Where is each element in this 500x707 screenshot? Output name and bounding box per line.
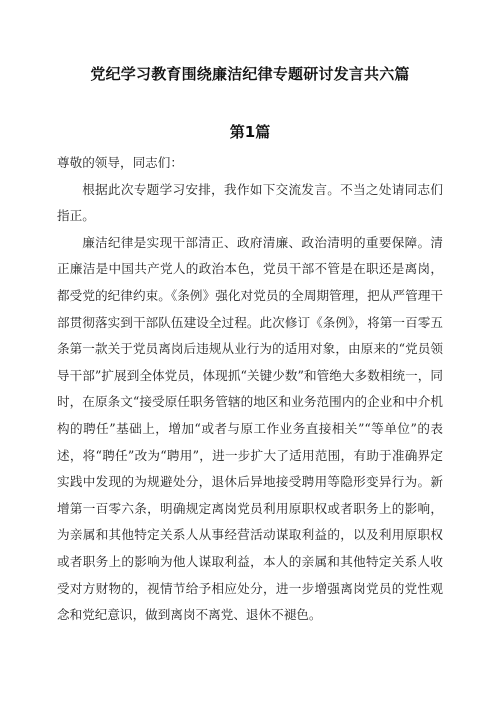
document-body <box>57 150 443 629</box>
paragraph-integrity-discipline: 廉洁纪律是实现干部清正、政府清廉、政治清明的重要保障。清正廉洁是中国共产党人的政治本色，党员干部不管是在职还是离岗，都受党的纪律约束。《条例》强化对党员的全周期管理，把从严管理干部贯彻落实到干部队伍建设全过程。此次修订《条例》，将第一百零五条第一款关于党员离岗后违规从业行为的适用对象，由原来的“党员领导干部”扩展到全体党员，体现抓“关键少数”和管绝大多数相统一，同时，在原条文“接受原任职务管辖的地区和业务范围内的企业和中介机构的聘任”基础上，增加“或者与原工作业务直接相关”“等单位”的表述，将“聘任”改为“聘用”，进一步扩大了适用范围，有助于准确界定实践中发现的为规避处分，退休后异地接受聘用等隐形变异行为。新增第一百零六条，明确规定离岗党员利用原职权或者职务上的影响，为亲属和其他特定关系人从事经营活动谋取利益的，以及利用原职权或者职务上的影响为他人谋取利益，本人的亲属和其他特定关系人收受对方财物的，视情节给予相应处分，进一步增强离岗党员的党性观念和党纪意识，做到离岗不离党、退休不褪色。 <box>57 234 443 623</box>
paragraph-intro: 根据此次专题学习安排，我作如下交流发言。不当之处请同志们指正。 <box>57 181 443 224</box>
salutation: 尊敬的领导，同志们： <box>57 155 183 170</box>
section-title: 第1篇 <box>229 123 271 141</box>
document-title: 党纪学习教育围绕廉洁纪律专题研讨发言共六篇 <box>90 65 410 83</box>
